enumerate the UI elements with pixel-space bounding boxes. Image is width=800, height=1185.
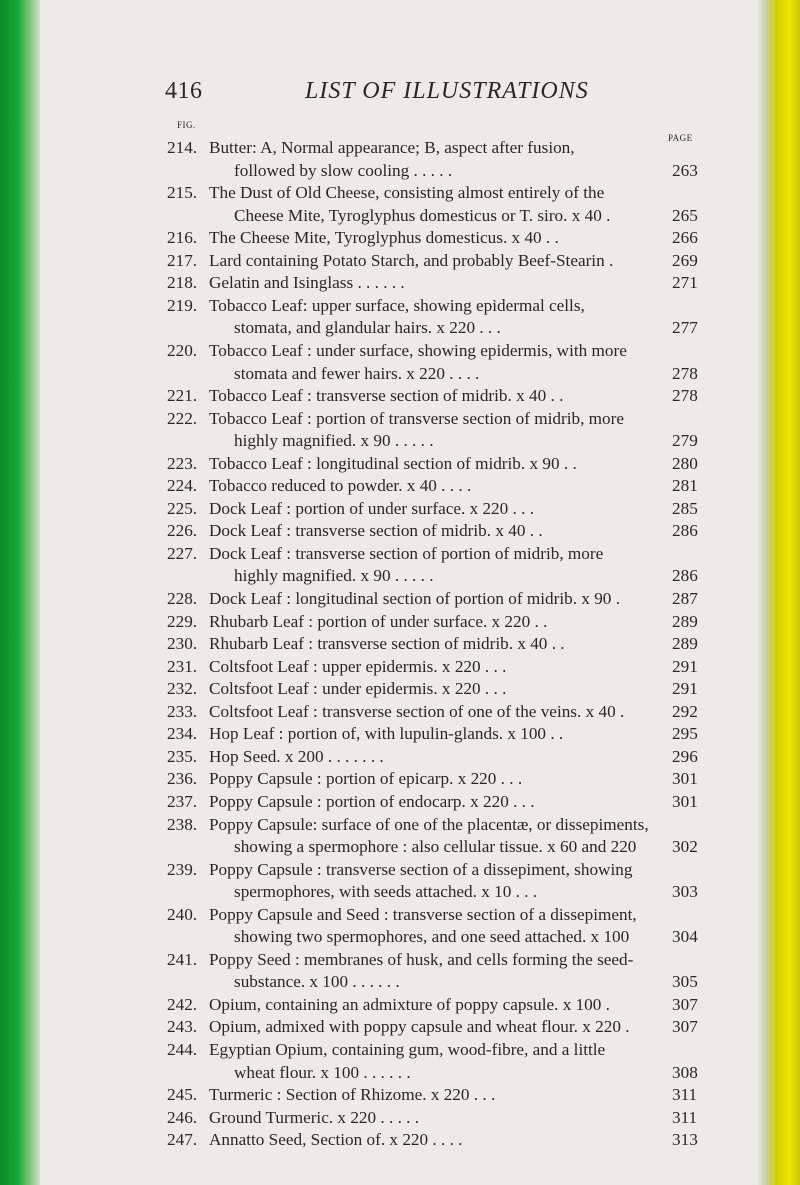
figure-caption-line: Hop Leaf : portion of, with lupulin-glands. x 100 . .: [209, 724, 564, 744]
page-reference: 277: [672, 318, 698, 338]
figure-caption-line: substance. x 100 . . . . . .: [234, 972, 400, 992]
page-reference: 303: [672, 882, 698, 902]
figure-number: 238.: [167, 814, 198, 834]
figure-caption-line: showing a spermophore : also cellular tissue. x 60 and 220: [234, 837, 637, 857]
figure-caption-line: Cheese Mite, Tyroglyphus domesticus or T. siro. x 40 .: [234, 205, 611, 225]
figure-caption-line: Poppy Capsule: surface of one of the placentæ, or dissepiments,: [209, 814, 649, 834]
figure-number: 236.: [167, 769, 198, 789]
figure-number: 227.: [167, 543, 198, 563]
page-reference: 292: [672, 701, 698, 721]
figure-number: 245.: [167, 1085, 198, 1105]
figure-caption-line: Tobacco Leaf: upper surface, showing epidermal cells,: [209, 295, 585, 315]
figure-caption-line: Turmeric : Section of Rhizome. x 220 . . .: [209, 1085, 496, 1105]
page-reference: 289: [672, 634, 698, 654]
page-reference: 301: [672, 769, 698, 789]
page-reference: 286: [672, 566, 698, 586]
page-column-label: PAGE: [668, 133, 693, 143]
figure-caption-line: Poppy Capsule : portion of endocarp. x 220 . . .: [209, 791, 535, 811]
figure-caption-line: Lard containing Potato Starch, and probably Beef-Stearin .: [209, 250, 614, 270]
figure-caption-line: The Cheese Mite, Tyroglyphus domesticus. x 40 . .: [209, 228, 559, 248]
figure-number: 234.: [167, 724, 198, 744]
figure-number: 230.: [167, 634, 198, 654]
figure-caption-line: highly magnified. x 90 . . . . .: [234, 431, 434, 451]
page-reference: 266: [672, 228, 698, 248]
figure-number: 224.: [167, 476, 198, 496]
figure-caption-line: Dock Leaf : longitudinal section of portion of midrib. x 90 .: [209, 589, 620, 608]
figure-number: 232.: [167, 679, 198, 699]
page-reference: 291: [672, 679, 698, 699]
page-reference: 278: [672, 363, 698, 383]
figure-number: 240.: [167, 904, 198, 924]
figure-number: 216.: [167, 228, 198, 248]
figure-caption-line: Butter: A, Normal appearance; B, aspect after fusion,: [209, 138, 575, 157]
page-reference: 313: [672, 1130, 698, 1150]
figure-number: 217.: [167, 250, 198, 270]
page-reference: 308: [672, 1062, 698, 1082]
figure-caption-line: Gelatin and Isinglass . . . . . .: [209, 273, 405, 293]
page-reference: 291: [672, 656, 698, 676]
figure-caption-line: followed by slow cooling . . . . .: [234, 160, 453, 180]
page-reference: 279: [672, 431, 698, 451]
figure-caption-line: Coltsfoot Leaf : transverse section of one of the veins. x 40 .: [209, 701, 625, 721]
figure-caption-line: Coltsfoot Leaf : upper epidermis. x 220 . . .: [209, 656, 507, 676]
figure-caption-line: Annatto Seed, Section of. x 220 . . . .: [209, 1130, 463, 1150]
figure-caption-line: spermophores, with seeds attached. x 10 . . .: [234, 882, 538, 902]
figure-caption-line: Poppy Seed : membranes of husk, and cells forming the seed-: [209, 949, 634, 969]
figure-caption-line: Dock Leaf : transverse section of portion of midrib, more: [209, 543, 604, 563]
page-reference: 285: [672, 498, 698, 518]
page-reference: 296: [672, 746, 698, 766]
page-reference: 301: [672, 791, 698, 811]
figure-caption-line: Tobacco Leaf : under surface, showing epidermis, with more: [209, 340, 627, 360]
running-title: LIST OF ILLUSTRATIONS: [305, 78, 589, 104]
figure-number: 223.: [167, 453, 198, 473]
page-reference: 304: [672, 927, 698, 947]
page-reference: 278: [672, 386, 698, 406]
page-reference: 305: [672, 972, 698, 992]
page-reference: 287: [672, 589, 698, 608]
figure-number: 218.: [167, 273, 198, 293]
figure-caption-line: wheat flour. x 100 . . . . . .: [234, 1062, 411, 1082]
figure-number: 219.: [167, 295, 198, 315]
figure-number: 226.: [167, 521, 198, 541]
figure-caption-line: highly magnified. x 90 . . . . .: [234, 566, 434, 586]
page-reference: 307: [672, 994, 698, 1014]
figure-caption-line: Tobacco Leaf : longitudinal section of midrib. x 90 . .: [209, 453, 577, 473]
figure-number: 231.: [167, 656, 198, 676]
page-reference: 295: [672, 724, 698, 744]
figure-caption-line: Rhubarb Leaf : portion of under surface. x 220 . .: [209, 611, 548, 631]
figure-caption-line: Poppy Capsule : portion of epicarp. x 220 . . .: [209, 769, 523, 789]
figure-caption-line: showing two spermophores, and one seed attached. x 100: [234, 927, 630, 947]
figure-caption-line: stomata and fewer hairs. x 220 . . . .: [234, 363, 480, 383]
page-reference: 311: [672, 1107, 698, 1127]
page-reference: 307: [672, 1017, 698, 1037]
figure-number: 241.: [167, 949, 198, 969]
page-reference: 289: [672, 611, 698, 631]
figure-number: 235.: [167, 746, 198, 766]
figure-number: 222.: [167, 408, 198, 428]
figure-caption-line: Egyptian Opium, containing gum, wood-fibre, and a little: [209, 1040, 606, 1059]
figure-number: 243.: [167, 1017, 198, 1037]
page-number: 416: [165, 78, 203, 104]
figure-caption-line: Poppy Capsule : transverse section of a dissepiment, showing: [209, 859, 633, 879]
figure-caption-line: Tobacco Leaf : portion of transverse section of midrib, more: [209, 408, 624, 428]
page-reference: 281: [672, 476, 698, 496]
figure-caption-line: The Dust of Old Cheese, consisting almost entirely of the: [209, 183, 605, 203]
figure-number: 246.: [167, 1107, 198, 1127]
figure-caption-line: Dock Leaf : portion of under surface. x 220 . . .: [209, 498, 535, 518]
figure-number: 233.: [167, 701, 198, 721]
figure-caption-line: Poppy Capsule and Seed : transverse section of a dissepiment,: [209, 904, 637, 924]
figure-number: 247.: [167, 1130, 198, 1150]
page-reference: 271: [672, 273, 698, 293]
figure-number: 215.: [167, 183, 198, 203]
figure-number: 242.: [167, 994, 198, 1014]
figure-number: 237.: [167, 791, 198, 811]
figure-caption-line: Ground Turmeric. x 220 . . . . .: [209, 1107, 420, 1127]
figure-number: 228.: [167, 589, 198, 608]
figure-caption-line: Hop Seed. x 200 . . . . . . .: [209, 746, 384, 766]
figure-number: 229.: [167, 611, 198, 631]
figure-caption-line: Rhubarb Leaf : transverse section of midrib. x 40 . .: [209, 634, 565, 654]
figure-caption-line: Opium, containing an admixture of poppy capsule. x 100 .: [209, 994, 610, 1014]
figure-number: 225.: [167, 498, 198, 518]
figure-number: 221.: [167, 386, 198, 406]
page-reference: 280: [672, 453, 698, 473]
figure-caption-line: Tobacco Leaf : transverse section of midrib. x 40 . .: [209, 386, 564, 406]
figure-number: 220.: [167, 340, 198, 360]
figure-caption-line: Dock Leaf : transverse section of midrib. x 40 . .: [209, 521, 543, 541]
figure-caption-line: stomata, and glandular hairs. x 220 . . .: [234, 318, 501, 338]
figure-number: 214.: [167, 138, 198, 157]
figure-caption-line: Coltsfoot Leaf : under epidermis. x 220 . . .: [209, 679, 507, 699]
figure-caption-line: Opium, admixed with poppy capsule and wheat flour. x 220 .: [209, 1017, 630, 1037]
page-reference: 263: [672, 160, 698, 180]
figure-caption-line: Tobacco reduced to powder. x 40 . . . .: [209, 476, 472, 496]
page-reference: 286: [672, 521, 698, 541]
figure-number: 244.: [167, 1040, 198, 1059]
page-reference: 265: [672, 205, 698, 225]
page-reference: 269: [672, 250, 698, 270]
page-reference: 302: [672, 837, 698, 857]
page-reference: 311: [672, 1085, 698, 1105]
fig-column-label: FIG.: [177, 120, 196, 130]
figure-number: 239.: [167, 859, 198, 879]
